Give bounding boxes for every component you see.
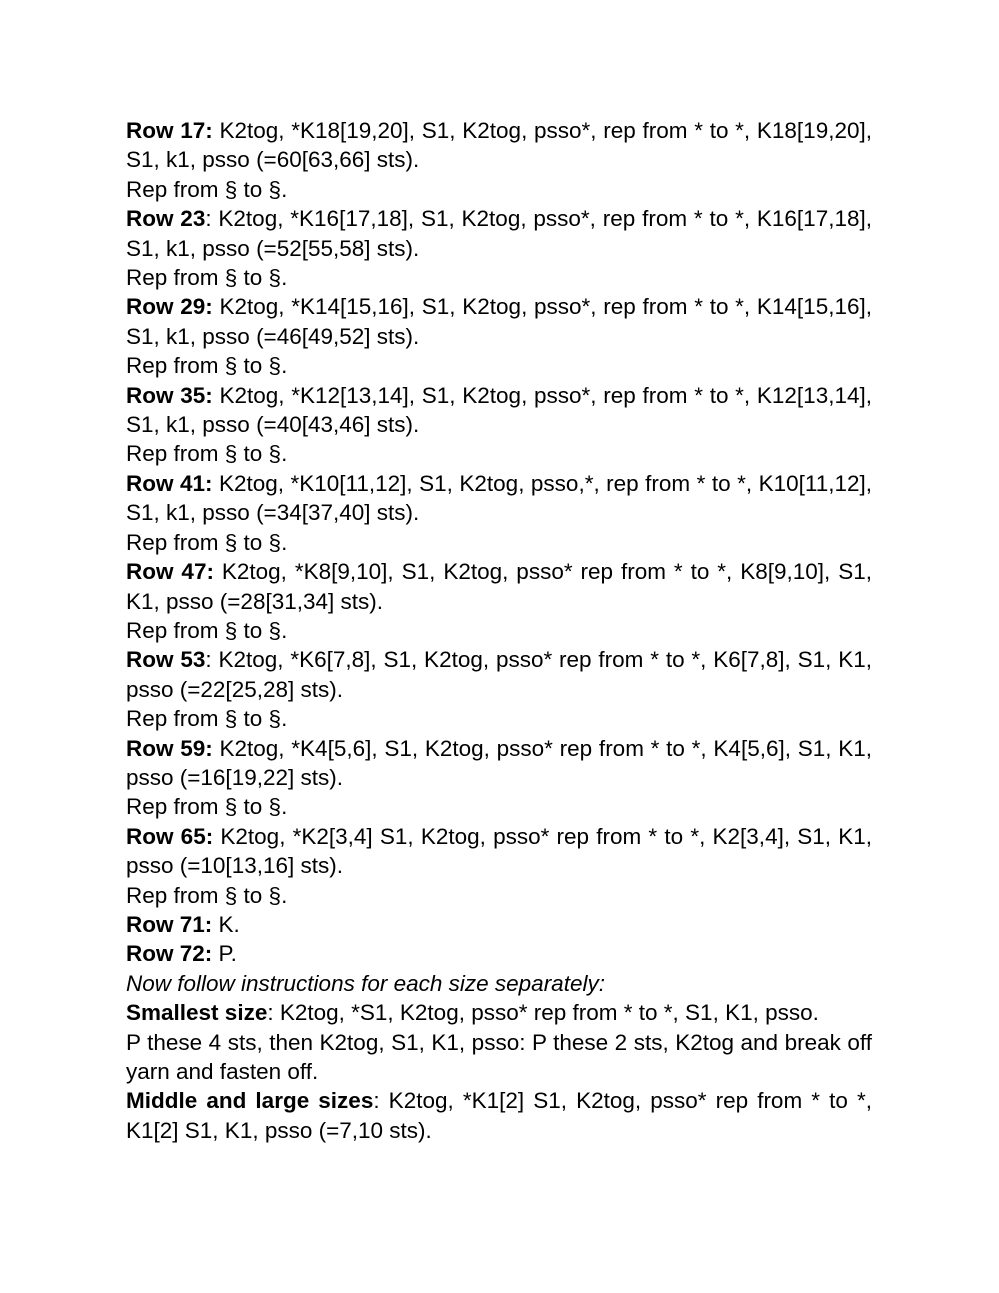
row-65 <box>126 822 872 881</box>
repeat-line: Rep from § to §. <box>126 617 288 643</box>
repeat-line: Rep from § to §. <box>126 441 288 467</box>
row-text: K. <box>212 911 240 937</box>
size-label: Smallest size <box>126 1000 268 1026</box>
repeat-line: Rep from § to §. <box>126 882 288 908</box>
row-label: Row 72: <box>126 941 213 967</box>
repeat-line: Rep from § to §. <box>126 353 288 379</box>
row-41 <box>126 469 872 528</box>
row-text: K2tog, *K18[19,20], S1, K2tog, psso*, rep from * to *, K18[19,20], S1, k1, psso (=60[63,66] sts). <box>126 118 872 173</box>
row-text: : K2tog, *K6[7,8], S1, K2tog, psso* rep from * to *, K6[7,8], S1, K1, psso (=22[25,28] sts). <box>126 647 872 702</box>
pattern-page <box>126 116 872 1145</box>
size-text: : K2tog, *S1, K2tog, psso* rep from * to *, S1, K1, psso. <box>267 1000 819 1026</box>
row-71 <box>126 910 872 939</box>
row-35 <box>126 381 872 440</box>
row-text: K2tog, *K8[9,10], S1, K2tog, psso* rep from * to *, K8[9,10], S1, K1, psso (=28[31,34] sts). <box>126 559 872 614</box>
row-label: Row 17: <box>126 118 213 143</box>
repeat-line: Rep from § to §. <box>126 176 288 202</box>
repeat-line: Rep from § to §. <box>126 706 288 732</box>
row-text: K2tog, *K12[13,14], S1, K2tog, psso*, rep from * to *, K12[13,14], S1, k1, psso (=40[43,46] sts). <box>126 382 872 438</box>
row-label: Row 35: <box>126 382 213 408</box>
row-label: Row 71: <box>126 911 213 937</box>
row-text: : K2tog, *K16[17,18], S1, K2tog, psso*, rep from * to *, K16[17,18], S1, k1, psso (=52[55,58] sts). <box>126 206 872 261</box>
row-text: P. <box>212 941 237 967</box>
middle-large-size <box>126 1086 872 1145</box>
repeat-line: Rep from § to §. <box>126 529 288 555</box>
row-59 <box>126 734 872 793</box>
row-text: K2tog, *K4[5,6], S1, K2tog, psso* rep from * to *, K4[5,6], S1, K1, psso (=16[19,22] sts). <box>126 735 873 790</box>
smallest-followup: P these 4 sts, then K2tog, S1, K1, psso: P these 2 sts, K2tog and break off yarn and fasten off. <box>126 1029 872 1084</box>
row-29 <box>126 292 872 351</box>
size-label: Middle and large sizes <box>126 1088 374 1114</box>
row-23 <box>126 204 872 263</box>
repeat-line: Rep from § to §. <box>126 265 288 291</box>
row-label: Row 23 <box>126 206 206 232</box>
row-label: Row 65: <box>126 823 214 849</box>
row-label: Row 29: <box>126 294 213 320</box>
row-label: Row 47: <box>126 559 214 585</box>
row-label: Row 41: <box>126 470 213 496</box>
smallest-size <box>126 998 872 1027</box>
row-53 <box>126 645 872 704</box>
size-text: : K2tog, *K1[2] S1, K2tog, psso* rep from * to *, K1[2] S1, K1, psso (=7,10 sts). <box>126 1088 872 1143</box>
repeat-line: Rep from § to §. <box>126 794 288 820</box>
row-47 <box>126 557 872 616</box>
row-17 <box>126 116 872 175</box>
row-text: K2tog, *K2[3,4] S1, K2tog, psso* rep from * to *, K2[3,4], S1, K1, psso (=10[13,16] sts). <box>126 823 872 879</box>
row-72 <box>126 939 872 968</box>
row-text: K2tog, *K14[15,16], S1, K2tog, psso*, rep from * to *, K14[15,16], S1, k1, psso (=46[49,52] sts). <box>126 294 872 349</box>
row-label: Row 59: <box>126 735 213 761</box>
row-label: Row 53 <box>126 647 206 673</box>
size-note: Now follow instructions for each size separately: <box>126 970 605 996</box>
row-text: K2tog, *K10[11,12], S1, K2tog, psso,*, rep from * to *, K10[11,12], S1, k1, psso (=34[37,40] sts). <box>126 470 873 526</box>
